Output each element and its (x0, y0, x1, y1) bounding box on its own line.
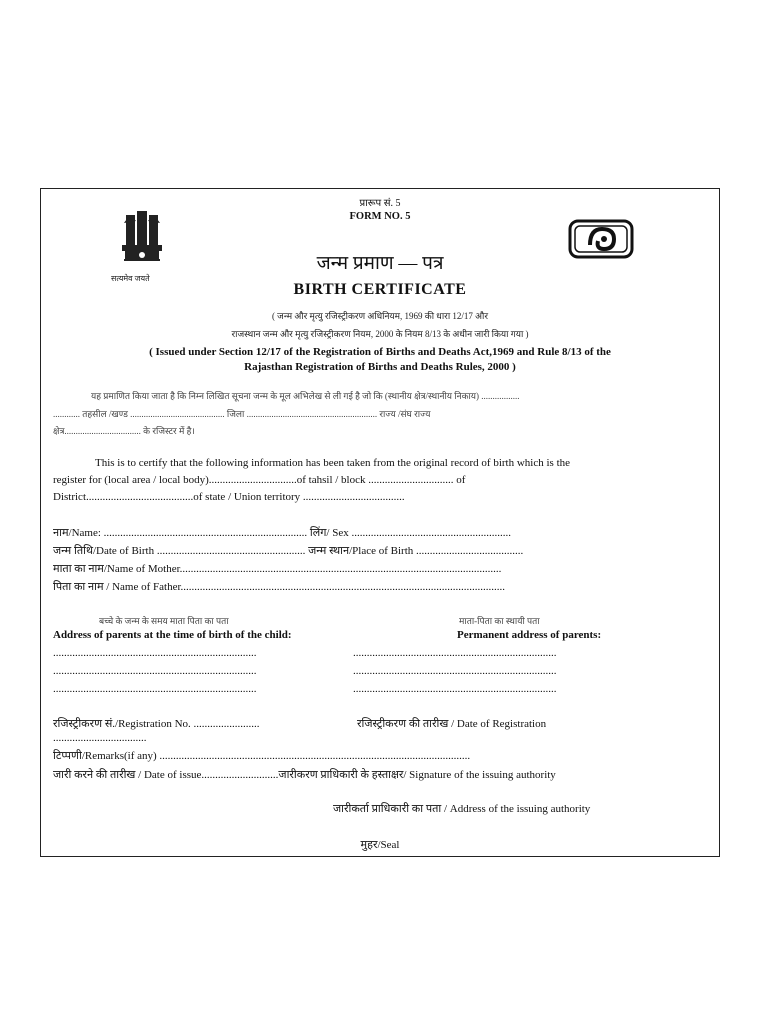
address-left-hindi: बच्चे के जन्म के समय माता पिता का पता (99, 616, 229, 626)
hindi-note-line-1: ( जन्म और मृत्यु रजिस्ट्रीकरण अधिनियम, 1969 की धारा 12/17 और (271, 311, 489, 321)
form-number-hindi: प्रारूप सं. 5 (359, 198, 401, 209)
page-title: BIRTH CERTIFICATE (293, 281, 467, 298)
address-left-line: .......................................................................... (53, 665, 257, 677)
address-right-line: .......................................................................... (353, 683, 557, 695)
title-hindi: जन्म प्रमाण — पत्र (316, 253, 444, 274)
address-left-label: Address of parents at the time of birth of the child: (53, 629, 292, 641)
certify-line-2: register for (local area / local body)................................of tahsil / block ............................... of (53, 474, 466, 486)
issued-under-line-2: Rajasthan Registration of Births and Deaths Rules, 2000 ) (244, 361, 516, 373)
remarks-field: टिप्पणी/Remarks(if any) ................................................................................................................. (53, 750, 471, 762)
address-right-line: .......................................................................... (353, 647, 557, 659)
address-right-line: .......................................................................... (353, 665, 557, 677)
date-of-issue-field: जारी करने की तारीख / Date of issue............................जारीकरण प्राधिकारी के हस्ताक्षर/ Signature of the issuing authority (53, 769, 556, 781)
date-of-birth-field: जन्म तिथि/Date of Birth ...................................................... जन्म स्थान/Place of Birth ....................................... (53, 545, 524, 557)
emblem-caption: सत्यमेव जयते (111, 274, 150, 283)
certify-line-3: District.......................................of state / Union territory ..................................... (53, 491, 405, 503)
registration-dots: .................................. (53, 732, 147, 744)
registration-date-field: रजिस्ट्रीकरण की तारीख / Date of Registration (357, 718, 547, 730)
hindi-certify-line-3: क्षेत्र.................................. के रजिस्टर में है। (53, 426, 195, 436)
name-field: नाम/Name: .......................................................................... लिंग/ Sex .......................................................... (53, 527, 511, 539)
father-name-field: पिता का नाम / Name of Father...................................................................................................................... (53, 581, 506, 593)
mother-name-field: माता का नाम/Name of Mother..................................................................................................................... (53, 563, 502, 575)
issuing-authority-address: जारीकर्ता प्राधिकारी का पता / Address of the issuing authority (333, 803, 591, 815)
seal-label: मुहर/Seal (360, 839, 400, 851)
address-right-hindi: माता-पिता का स्थायी पता (459, 616, 540, 626)
form-number: FORM NO. 5 (349, 211, 411, 222)
address-left-line: .......................................................................... (53, 683, 257, 695)
address-right-label: Permanent address of parents: (457, 629, 602, 641)
registration-number-field: रजिस्ट्रीकरण सं./Registration No. ........................ (53, 718, 260, 730)
certificate-frame (40, 188, 720, 857)
hindi-certify-line-1: यह प्रमाणित किया जाता है कि निम्न लिखित सूचना जन्म के मूल अभिलेख से ली गई है जो कि (स्थानीय क्षेत्र/स्थानीय निकाय) ................. (91, 391, 520, 401)
hindi-certify-line-2: ............ तहसील /खण्ड .......................................... जिला .......................................................... राज्य /संघ राज्य (53, 409, 431, 419)
address-left-line: .......................................................................... (53, 647, 257, 659)
issued-under-line-1: ( Issued under Section 12/17 of the Registration of Births and Deaths Act,1969 and Rule 8/13 of the (149, 346, 611, 358)
hindi-note-line-2: राजस्थान जन्म और मृत्यु रजिस्ट्रीकरण नियम, 2000 के नियम 8/13 के अधीन जारी किया गया ) (231, 329, 529, 339)
certify-line-1: This is to certify that the following information has been taken from the original record of birth which is the (95, 457, 571, 469)
